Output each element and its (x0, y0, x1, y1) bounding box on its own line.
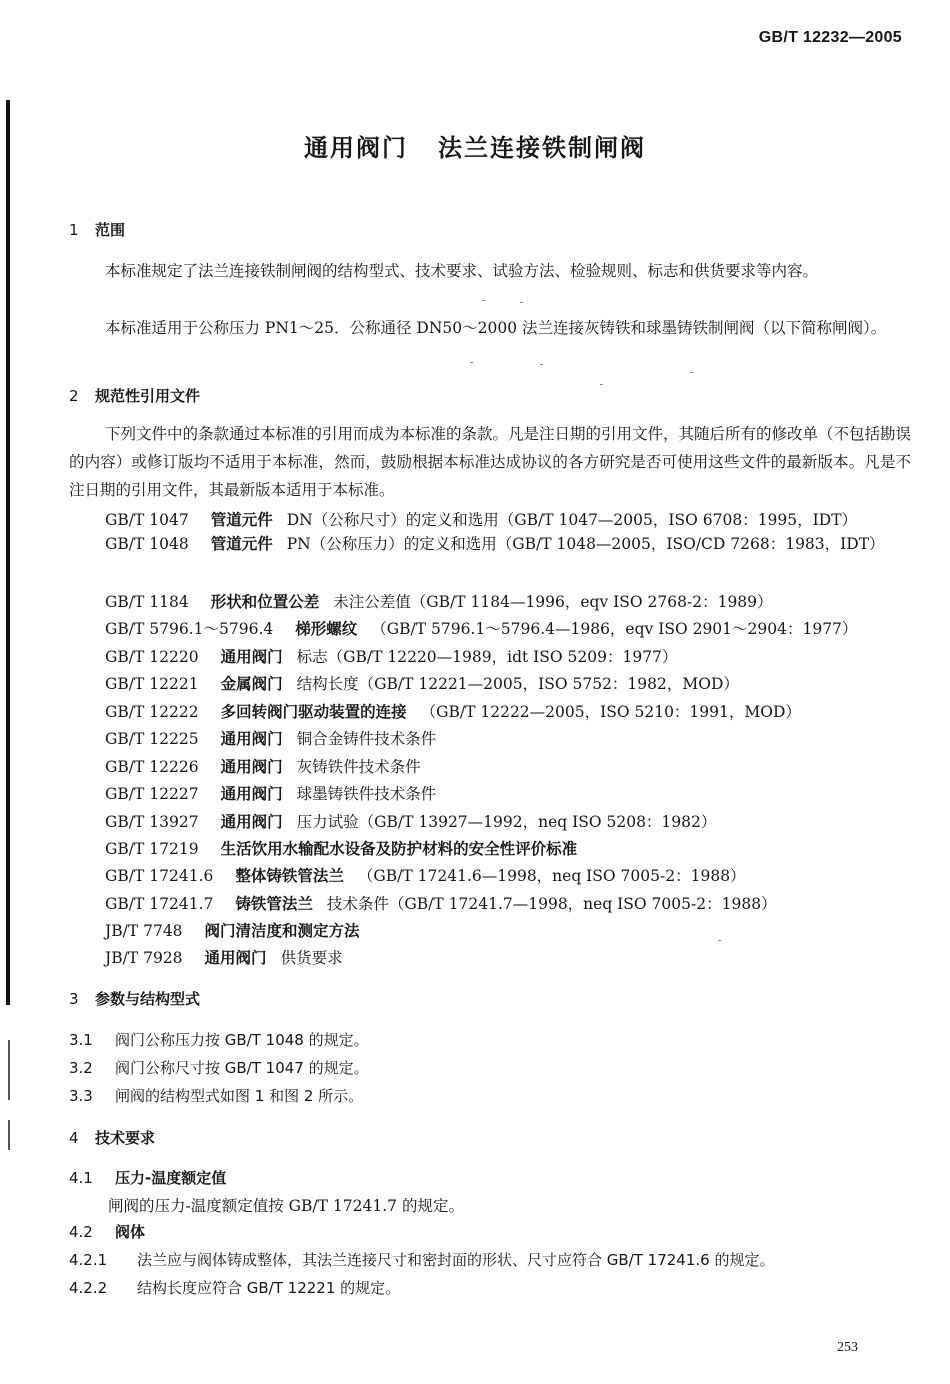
section-number: 2 (69, 387, 79, 405)
reference-item (105, 727, 436, 749)
reference-code: GB/T 17241.7 (105, 895, 214, 913)
reference-item (105, 782, 436, 804)
scan-speck (482, 300, 485, 301)
scan-binding-edge (6, 100, 10, 1005)
reference-item (105, 837, 591, 859)
section-number: 1 (69, 221, 79, 239)
clause (69, 1057, 369, 1078)
reference-code: GB/T 17219 (105, 840, 199, 858)
reference-code: GB/T 1047 (105, 511, 189, 529)
clause-number: 4.1 (69, 1169, 93, 1187)
reference-name: 通用阀门 (220, 784, 283, 803)
reference-detail: PN（公称压力）的定义和选用（GB/T 1048—2005，ISO/CD 7268：1983，IDT） (286, 535, 885, 553)
document-title (0, 128, 950, 163)
clause-number: 4.2.1 (69, 1251, 108, 1269)
reference-code: GB/T 5796.1～5796.4 (105, 620, 274, 638)
reference-item (105, 672, 739, 694)
scan-speck (470, 362, 473, 363)
clause (69, 1029, 369, 1050)
reference-code: JB/T 7748 (105, 922, 183, 940)
section-title: 技术要求 (95, 1129, 156, 1147)
subsection-title: 阀体 (115, 1223, 146, 1241)
reference-item (105, 700, 801, 722)
scan-speck (690, 372, 693, 373)
section-heading (69, 219, 125, 240)
reference-detail: DN（公称尺寸）的定义和选用（GB/T 1047—2005，ISO 6708：1995，IDT） (286, 511, 858, 529)
reference-item (105, 645, 677, 667)
section-number: 4 (69, 1129, 79, 1147)
reference-item (69, 530, 911, 558)
reference-name: 铸铁管法兰 (235, 894, 313, 913)
reference-detail: 技术条件（GB/T 17241.7—1998，neq ISO 7005-2：1988） (326, 895, 777, 913)
reference-detail: 铜合金铸件技术条件 (296, 730, 437, 748)
reference-code: GB/T 17241.6 (105, 867, 214, 885)
reference-name: 形状和位置公差 (210, 592, 320, 611)
reference-code: GB/T 12221 (105, 675, 199, 693)
reference-code: GB/T 1184 (105, 593, 189, 611)
reference-name: 通用阀门 (220, 812, 283, 831)
reference-code: GB/T 12222 (105, 703, 199, 721)
paragraph: 本标准适用于公称压力 PN1～25．公称通径 DN50～2000 法兰连接灰铸铁和球墨铸铁制闸阀（以下简称闸阀）。 (105, 319, 887, 337)
section-title: 范围 (95, 221, 126, 239)
clause (69, 1085, 363, 1106)
reference-item (105, 892, 777, 914)
reference-name: 生活饮用水输配水设备及防护材料的安全性评价标准 (220, 839, 578, 858)
paragraph: 本标准规定了法兰连接铁制闸阀的结构型式、技术要求、试验方法、检验规则、标志和供货要求等内容。 (105, 262, 819, 280)
paragraph: 下列文件中的条款通过本标准的引用而成为本标准的条款。凡是注日期的引用文件，其随后所有的修改单（不包括勘误的内容）或修订版均不适用于本标准，然而，鼓励根据本标准达成协议的各方研究是否可使用这些文件的最新版本。凡是不注日期的引用文件，其最新版本适用于本标准。 (69, 425, 912, 499)
reference-item (105, 590, 773, 612)
clause (69, 1249, 774, 1270)
reference-item (105, 617, 857, 639)
reference-name: 多回转阀门驱动装置的连接 (220, 702, 407, 721)
scan-speck (600, 384, 603, 385)
scan-speck (540, 364, 543, 365)
reference-code: JB/T 7928 (105, 949, 183, 967)
title-part-1: 通用阀门 (304, 134, 408, 162)
reference-name: 整体铸铁管法兰 (235, 866, 344, 885)
reference-name: 管道元件 (210, 510, 273, 529)
reference-detail: （GB/T 17241.6—1998，neq ISO 7005-2：1988） (357, 867, 746, 885)
scan-speck (520, 302, 523, 303)
section-heading (69, 988, 200, 1009)
section-heading (69, 1127, 155, 1148)
clause-text: 法兰应与阀体铸成整体，其法兰连接尺寸和密封面的形状、尺寸应符合 GB/T 17241.6 的规定。 (137, 1251, 775, 1269)
clause-number: 3.2 (69, 1059, 93, 1077)
reference-name: 通用阀门 (220, 647, 283, 666)
reference-code: GB/T 1048 (105, 535, 189, 553)
clause-number: 3.3 (69, 1087, 93, 1105)
clause-text: 阀门公称尺寸按 GB/T 1047 的规定。 (115, 1059, 369, 1077)
reference-detail: 未注公差值（GB/T 1184—1996，eqv ISO 2768-2：1989） (333, 593, 773, 611)
reference-detail: （GB/T 5796.1～5796.4—1986，eqv ISO 2901～2904：1977） (371, 620, 858, 638)
clause-text: 闸阀的结构型式如图 1 和图 2 所示。 (115, 1087, 364, 1105)
reference-code: GB/T 13927 (105, 813, 199, 831)
clause (69, 1277, 400, 1298)
scan-edge-mark (8, 1120, 10, 1150)
reference-name: 阀门清洁度和测定方法 (204, 921, 360, 940)
paragraph: 闸阀的压力-温度额定值按 GB/T 17241.7 的规定。 (108, 1197, 464, 1215)
reference-code: GB/T 12226 (105, 758, 199, 776)
standard-number: GB/T 12232—2005 (758, 29, 902, 46)
reference-item (105, 864, 746, 886)
reference-detail: （GB/T 12222—2005，ISO 5210：1991，MOD） (420, 703, 801, 721)
subsection-heading (69, 1221, 145, 1242)
reference-item (105, 919, 374, 941)
section-number: 3 (69, 990, 79, 1008)
clause-text: 结构长度应符合 GB/T 12221 的规定。 (137, 1279, 401, 1297)
section-heading (69, 385, 200, 406)
reference-detail: 结构长度（GB/T 12221—2005，ISO 5752：1982，MOD） (296, 675, 739, 693)
reference-name: 金属阀门 (220, 674, 283, 693)
reference-item (105, 755, 421, 777)
page-number: 253 (837, 1340, 858, 1355)
reference-name: 梯形螺纹 (295, 619, 358, 638)
reference-item (105, 810, 716, 832)
reference-name: 通用阀门 (204, 948, 267, 967)
title-part-2: 法兰连接铁制闸阀 (438, 134, 646, 162)
clause-number: 3.1 (69, 1031, 93, 1049)
section-title: 参数与结构型式 (95, 990, 201, 1008)
clause-text: 阀门公称压力按 GB/T 1048 的规定。 (115, 1031, 369, 1049)
reference-item (105, 946, 343, 968)
reference-item (105, 508, 857, 530)
reference-code: GB/T 12225 (105, 730, 199, 748)
reference-detail: 球墨铸铁件技术条件 (296, 785, 437, 803)
reference-detail: 灰铸铁件技术条件 (296, 758, 421, 776)
clause-number: 4.2.2 (69, 1279, 108, 1297)
reference-detail: 供货要求 (280, 949, 343, 967)
scan-edge-mark (8, 1040, 10, 1100)
reference-code: GB/T 12220 (105, 648, 199, 666)
subsection-heading (69, 1167, 226, 1188)
reference-detail: 压力试验（GB/T 13927—1992，neq ISO 5208：1982） (296, 813, 717, 831)
scan-speck (718, 940, 721, 941)
reference-name: 通用阀门 (220, 757, 283, 776)
clause-number: 4.2 (69, 1223, 93, 1241)
reference-name: 管道元件 (210, 534, 273, 553)
section-title: 规范性引用文件 (95, 387, 201, 405)
reference-code: GB/T 12227 (105, 785, 199, 803)
reference-name: 通用阀门 (220, 729, 283, 748)
subsection-title: 压力-温度额定值 (115, 1169, 227, 1187)
reference-detail: 标志（GB/T 12220—1989，idt ISO 5209：1977） (296, 648, 678, 666)
